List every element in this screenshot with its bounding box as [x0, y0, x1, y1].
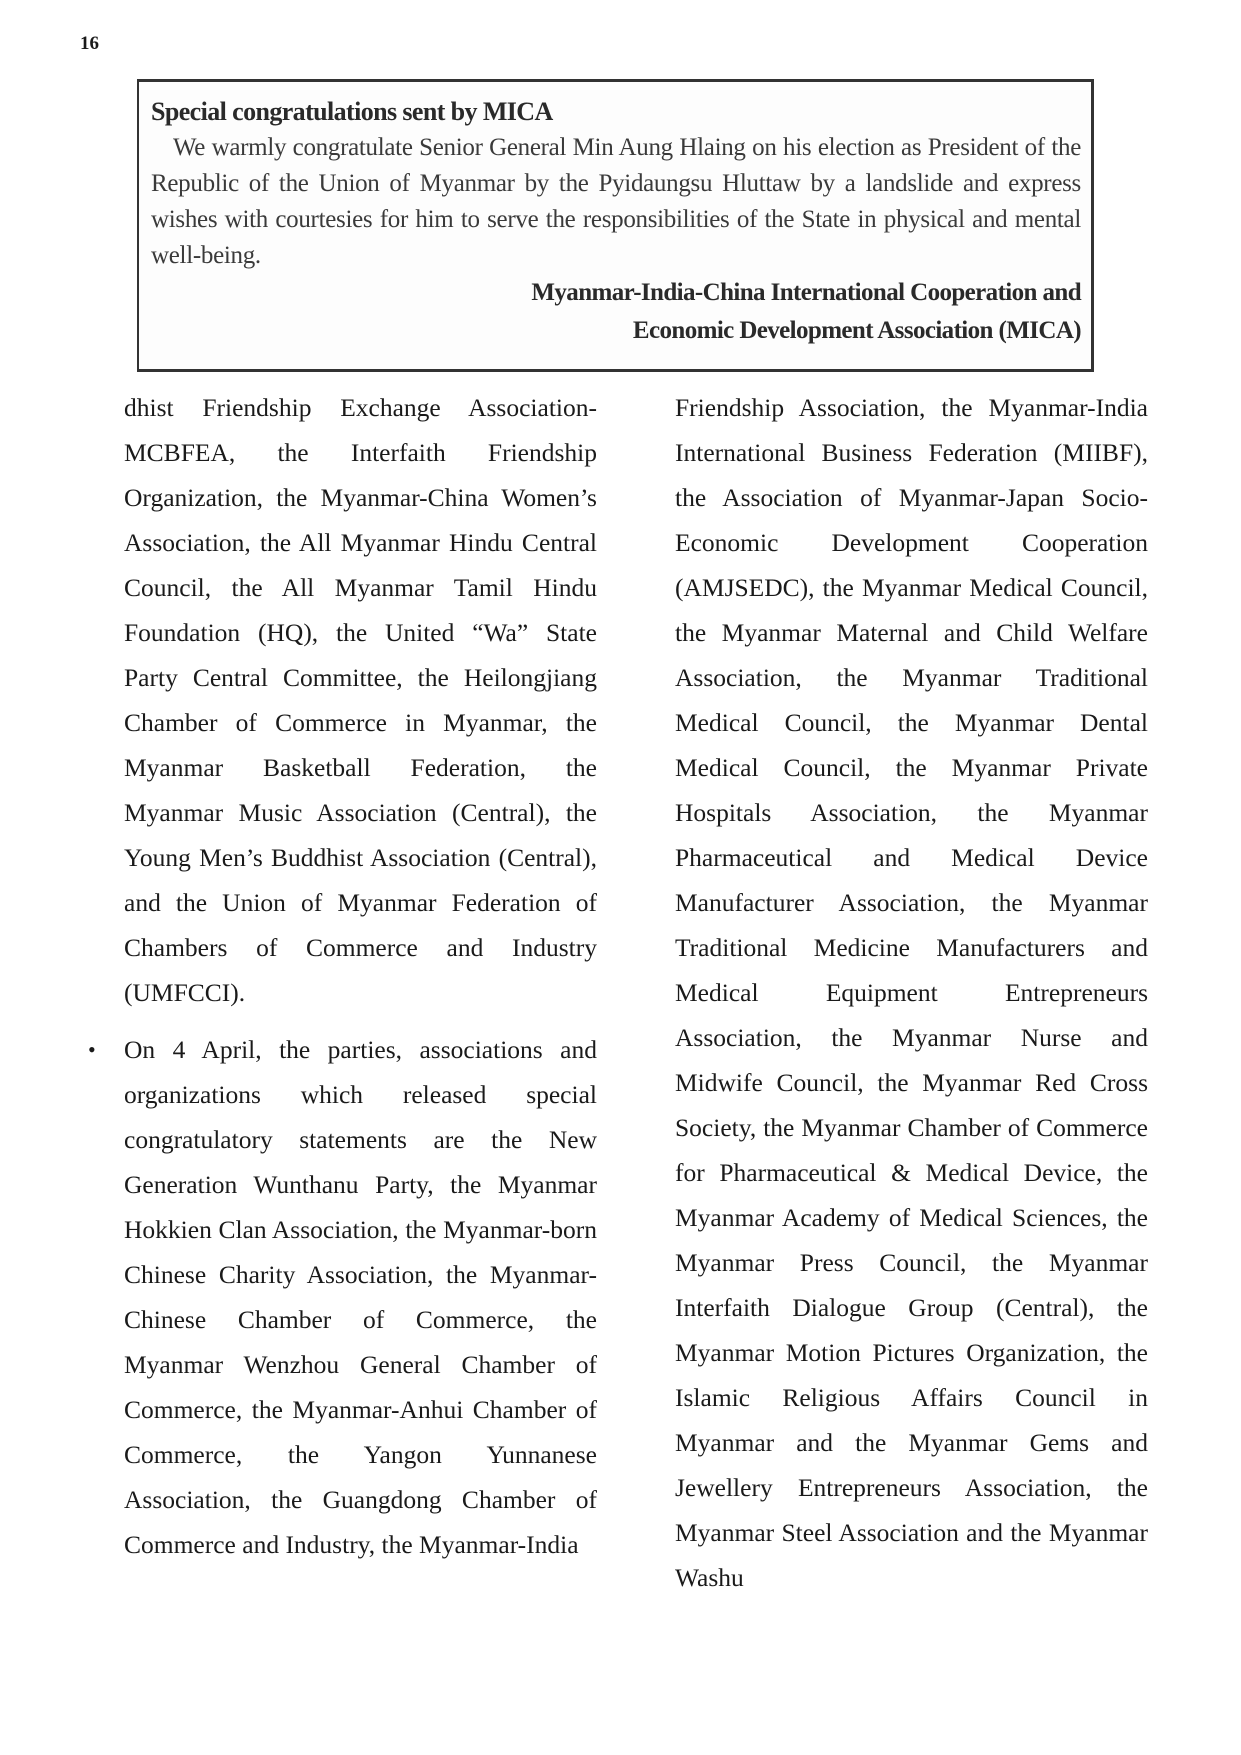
notice-body-text: We warmly congratulate Senior General Min Aung Hlaing on his election as President of the Republic of the Union of Myanmar by the Pyidaungsu Hluttaw by a landslide and express wishes with courtesies for him to serve the responsibilities of the State in physical and mental well-being.	[151, 134, 1081, 269]
notice-title: Special congratulations sent by MICA	[151, 97, 553, 126]
bullet-paragraph: On 4 April, the parties, associations and organizations which released special congratulatory statements are the New Generation Wunthanu Party, the Myanmar Hokkien Clan Association, the Myanmar-born Chinese Charity Association, the Myanmar-Chinese Chamber of Commerce, the Myanmar Wenzhou General Chamber of Commerce, the Myanmar-Anhui Chamber of Commerce, the Yangon Yunnanese Association, the Guangdong Chamber of Commerce and Industry, the Myanmar-India	[124, 1035, 597, 1559]
right-column	[675, 385, 1148, 1600]
notice-body	[151, 130, 1081, 274]
bullet-icon: •	[88, 1037, 96, 1062]
continued-paragraph: dhist Friendship Exchange Association-MCBFEA, the Interfaith Friendship Organization, the Myanmar-China Women’s Association, the All Myanmar Hindu Central Council, the All Myanmar Tamil Hindu Foundation (HQ), the United “Wa” State Party Central Committee, the Heilongjiang Chamber of Commerce in Myanmar, the Myanmar Basketball Federation, the Myanmar Music Association (Central), the Young Men’s Buddhist Association (Central), and the Union of Myanmar Federation of Chambers of Commerce and Industry (UMFCCI).	[124, 393, 597, 1007]
congratulations-notice-box	[137, 79, 1094, 372]
notice-signature-line-1: Myanmar-India-China International Cooperation and	[531, 279, 1081, 306]
bullet-item	[88, 1027, 597, 1567]
notice-signature-line-2: Economic Development Association (MICA)	[632, 317, 1081, 344]
left-column	[88, 385, 597, 1567]
page-number: 16	[80, 33, 99, 54]
right-paragraph: Friendship Association, the Myanmar-India International Business Federation (MIIBF), the Association of Myanmar-Japan Socio-Economic Development Cooperation (AMJSEDC), the Myanmar Medical Council, the Myanmar Maternal and Child Welfare Association, the Myanmar Traditional Medical Council, the Myanmar Dental Medical Council, the Myanmar Private Hospitals Association, the Myanmar Pharmaceutical and Medical Device Manufacturer Association, the Myanmar Traditional Medicine Manufacturers and Medical Equipment Entrepreneurs Association, the Myanmar Nurse and Midwife Council, the Myanmar Red Cross Society, the Myanmar Chamber of Commerce for Pharmaceutical & Medical Device, the Myanmar Academy of Medical Sciences, the Myanmar Press Council, the Myanmar Interfaith Dialogue Group (Central), the Myanmar Motion Pictures Organization, the Islamic Religious Affairs Council in Myanmar and the Myanmar Gems and Jewellery Entrepreneurs Association, the Myanmar Steel Association and the Myanmar Washu	[675, 393, 1148, 1592]
